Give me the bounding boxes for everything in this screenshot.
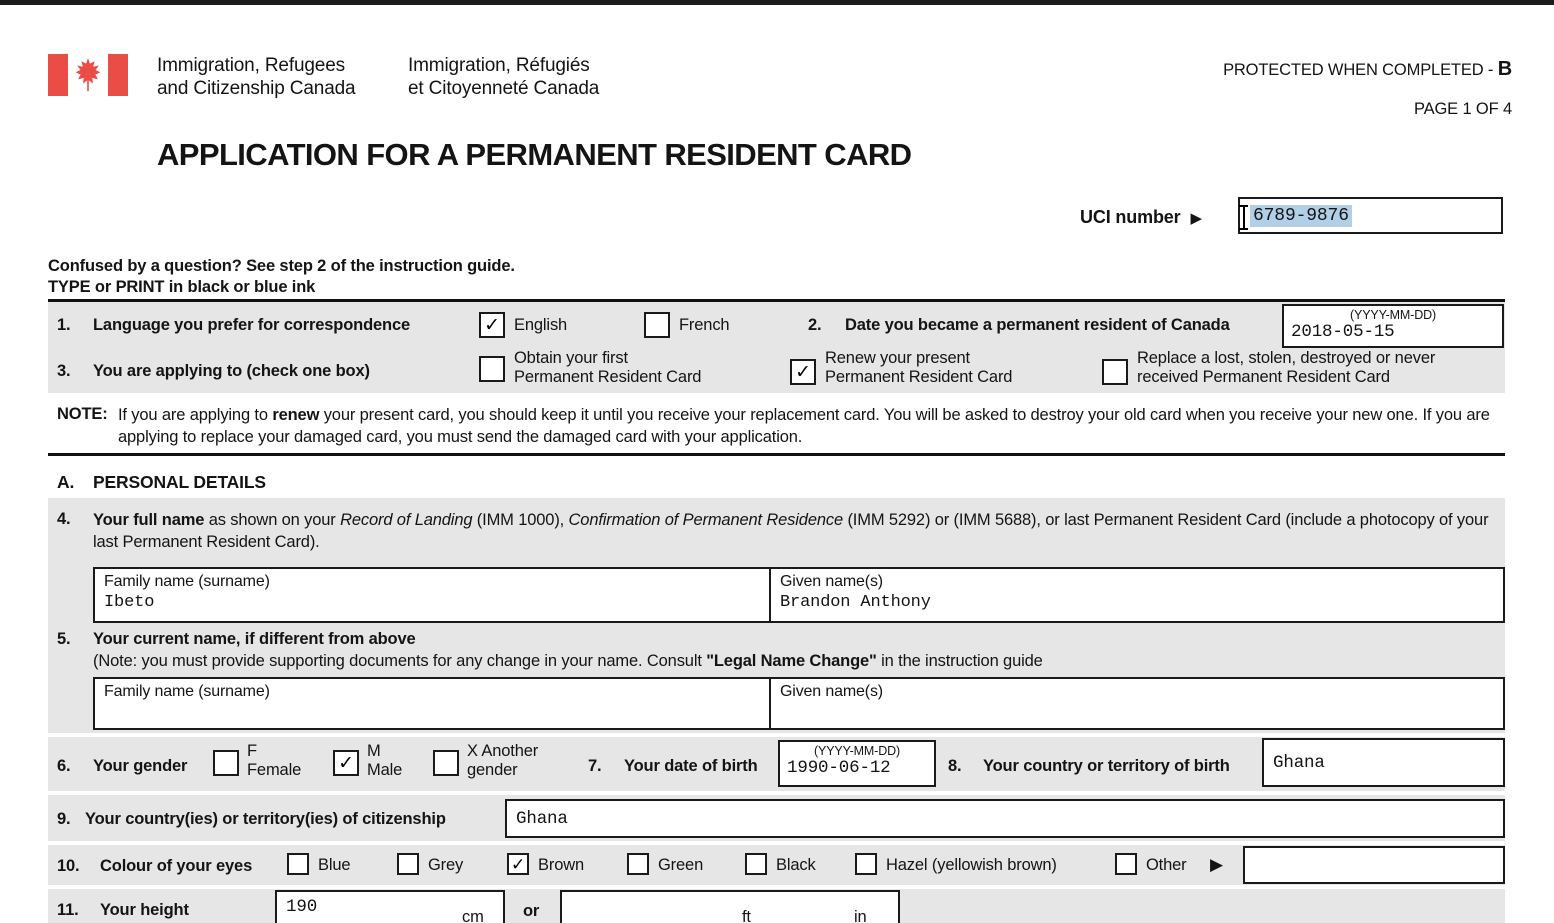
q11-in-unit-label: in (854, 908, 867, 923)
q4-given-name-value: Brandon Anthony (780, 593, 931, 612)
checkbox-renew-card[interactable] (790, 359, 816, 385)
q11-height-cm-field[interactable] (275, 890, 505, 923)
q4-given-name-label: Given name(s) (780, 573, 883, 590)
q8-country-of-birth-field[interactable] (1262, 738, 1505, 787)
q1-label: Language you prefer for correspondence (93, 316, 411, 334)
checkmark-icon: ✓ (484, 314, 500, 336)
q5-label: Your current name, if different from above (93, 630, 416, 648)
q5-given-name-field[interactable] (769, 677, 1505, 730)
q11-ft-unit-label: ft (742, 908, 751, 923)
q5-number: 5. (57, 630, 71, 648)
q3-number: 3. (57, 362, 71, 380)
window-top-edge (0, 0, 1554, 5)
q5-note: (Note: you must provide supporting documents for any change in your name. Consult "Legal Name Change" in the instruction guide (93, 652, 1043, 670)
uci-number-label: UCI number ▶ (1080, 207, 1202, 227)
checkbox-male[interactable] (333, 750, 359, 776)
label-renew-card: Renew your present Permanent Resident Card (825, 349, 1013, 386)
department-name-english: Immigration, Refugees and Citizenship Canada (157, 55, 356, 99)
q10-other-eye-colour-field[interactable] (1243, 846, 1505, 884)
protection-level: B (1497, 58, 1512, 80)
section-a-title: PERSONAL DETAILS (93, 472, 266, 492)
canada-flag-logo (48, 54, 128, 96)
page-number: PAGE 1 OF 4 (1414, 100, 1512, 118)
checkbox-eyes-other[interactable] (1115, 853, 1137, 875)
checkbox-obtain-first-card[interactable] (479, 356, 505, 382)
label-eyes-hazel: Hazel (yellowish brown) (886, 856, 1057, 874)
uci-number-field[interactable] (1238, 197, 1503, 234)
q5-family-name-field[interactable] (93, 677, 771, 730)
checkbox-another-gender[interactable] (433, 750, 459, 776)
q1-number: 1. (57, 316, 71, 334)
q2-date-value: 2018-05-15 (1291, 322, 1395, 342)
q5-given-name-value (771, 701, 1503, 703)
q3-label: You are applying to (check one box) (93, 362, 370, 380)
q10-label: Colour of your eyes (100, 857, 253, 875)
q5-family-name-value (95, 701, 769, 703)
q11-height-ft-in-field[interactable] (560, 890, 900, 923)
checkmark-icon: ✓ (510, 854, 526, 874)
checkbox-french[interactable] (644, 312, 670, 338)
checkmark-icon: ✓ (338, 752, 354, 774)
protected-when-completed-label: PROTECTED WHEN COMPLETED - B (1223, 58, 1512, 80)
checkbox-eyes-hazel[interactable] (855, 853, 877, 875)
note-label: NOTE: (57, 405, 108, 423)
q4-family-name-label: Family name (surname) (104, 573, 270, 590)
q2-date-format: (YYYY-MM-DD) (1350, 308, 1436, 322)
checkbox-english[interactable] (479, 312, 505, 338)
q4-number: 4. (57, 510, 71, 528)
q5-family-name-label: Family name (surname) (104, 683, 270, 700)
label-eyes-green: Green (658, 856, 704, 874)
q10-number: 10. (57, 857, 80, 875)
q7-number: 7. (588, 757, 602, 775)
q6-label: Your gender (93, 757, 188, 775)
q7-date-of-birth-field[interactable] (778, 740, 936, 787)
q6-number: 6. (57, 757, 71, 775)
q4-given-name-field[interactable] (769, 567, 1505, 623)
checkbox-eyes-green[interactable] (627, 853, 649, 875)
form-title: APPLICATION FOR A PERMANENT RESIDENT CARD (157, 137, 912, 172)
divider (48, 453, 1505, 456)
note-block (57, 405, 1492, 448)
q4-family-name-field[interactable] (93, 567, 771, 623)
uci-arrow-icon: ▶ (1190, 210, 1202, 227)
q9-citizenship-value: Ghana (516, 809, 568, 829)
checkbox-eyes-brown[interactable] (507, 853, 529, 875)
other-arrow-icon: ▶ (1210, 855, 1223, 874)
q11-label: Your height (100, 901, 189, 919)
label-french: French (679, 316, 730, 334)
label-another-gender: X Another gender (467, 742, 539, 779)
instruction-line-1: Confused by a question? See step 2 of the instruction guide. (48, 257, 515, 275)
q7-date-format: (YYYY-MM-DD) (814, 744, 900, 758)
checkbox-eyes-blue[interactable] (287, 853, 309, 875)
label-obtain-first-card: Obtain your first Permanent Resident Card (514, 349, 702, 386)
label-english: English (514, 316, 568, 334)
label-replace-card: Replace a lost, stolen, destroyed or never received Permanent Resident Card (1137, 349, 1436, 386)
label-male: M Male (367, 742, 403, 779)
q10-other-eye-colour-value (1245, 848, 1503, 856)
q9-label: Your country(ies) or territory(ies) of citizenship (85, 810, 446, 828)
label-female: F Female (247, 742, 302, 779)
section-a-letter: A. (57, 472, 75, 492)
q2-label: Date you became a permanent resident of Canada (845, 316, 1230, 334)
q8-number: 8. (948, 757, 962, 775)
department-name-french: Immigration, Réfugiés et Citoyenneté Canada (408, 55, 600, 99)
q11-or-label: or (523, 902, 540, 920)
canada-flag-icon (48, 54, 128, 96)
q5-given-name-label: Given name(s) (780, 683, 883, 700)
q2-number: 2. (808, 316, 822, 334)
note-text: If you are applying to renew your present card, you should keep it until you receive your replacement card. You will be asked to destroy your old card when you receive your new one. If you are applying to replace your damaged card, you must send the damaged card with your application. (118, 406, 1490, 446)
label-eyes-blue: Blue (318, 856, 351, 874)
checkmark-icon: ✓ (795, 361, 811, 383)
checkbox-eyes-black[interactable] (745, 853, 767, 875)
checkbox-eyes-grey[interactable] (397, 853, 419, 875)
checkbox-female[interactable] (213, 750, 239, 776)
checkbox-replace-card[interactable] (1102, 359, 1128, 385)
instruction-line-2: TYPE or PRINT in black or blue ink (48, 278, 316, 296)
q4-family-name-value: Ibeto (104, 593, 155, 612)
label-eyes-other: Other (1146, 856, 1187, 874)
q8-country-of-birth-value: Ghana (1273, 753, 1325, 773)
q4-label: Your full name as shown on your Record of Landing (IMM 1000), Confirmation of Permanent Residence (IMM 5292) or (IMM 5688), or last Permanent Resident Card (include a photocopy of your last Permanent Resident Card). (93, 511, 1489, 551)
q2-date-field[interactable] (1282, 304, 1504, 348)
q11-number: 11. (57, 901, 79, 919)
q7-date-value: 1990-06-12 (787, 758, 891, 778)
q7-label: Your date of birth (624, 757, 758, 775)
uci-number-value-selected: 6789-9876 (1250, 205, 1352, 227)
label-eyes-grey: Grey (428, 856, 464, 874)
q11-height-cm-value: 190 (286, 897, 318, 917)
label-eyes-brown: Brown (538, 856, 585, 874)
q9-citizenship-field[interactable] (505, 799, 1505, 838)
q9-number: 9. (57, 810, 71, 828)
label-eyes-black: Black (776, 856, 816, 874)
text-cursor (1239, 205, 1248, 230)
q11-cm-unit-label: cm (462, 908, 484, 923)
q8-label: Your country or territory of birth (983, 757, 1230, 775)
